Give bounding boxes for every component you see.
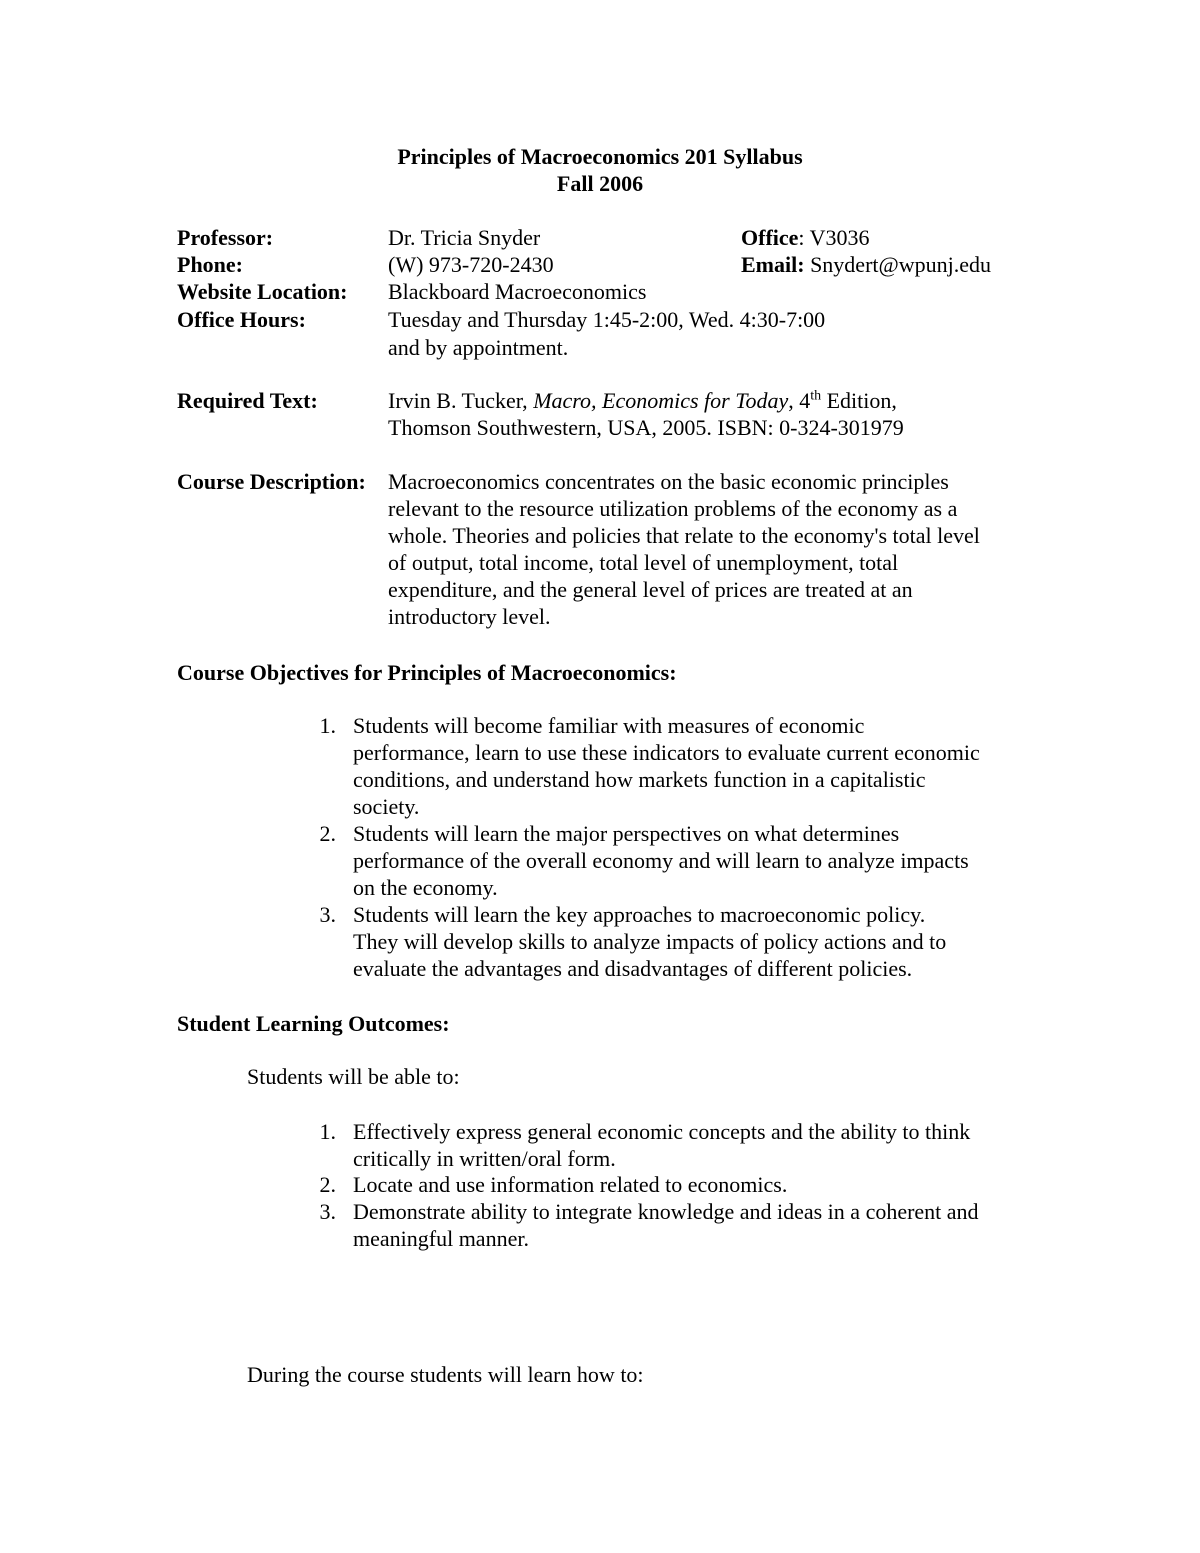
outcome-line: Demonstrate ability to integrate knowledge and ideas in a coherent and (353, 1199, 979, 1224)
document-title: Principles of Macroeconomics 201 Syllabus (397, 144, 803, 169)
objective-number: 2. (319, 821, 336, 846)
office-label: Office (741, 225, 799, 250)
text-author: Irvin B. Tucker, (388, 388, 534, 413)
office-hours-line1: Tuesday and Thursday 1:45-2:00, Wed. 4:30-7:00 (388, 307, 826, 332)
course-description-label: Course Description: (177, 469, 366, 494)
outcome-line: critically in written/oral form. (353, 1146, 616, 1171)
text-book-title: Macro, Economics for Today (533, 388, 789, 413)
outcome-line: Locate and use information related to economics. (353, 1172, 788, 1197)
outcomes-heading: Student Learning Outcomes: (177, 1011, 450, 1036)
professor-value: Dr. Tricia Snyder (388, 225, 541, 250)
email-field (741, 251, 991, 278)
website-label: Website Location: (177, 279, 348, 304)
text-edition-sup: th (810, 388, 822, 404)
course-description-line: whole. Theories and policies that relate to the economy's total level (388, 523, 980, 548)
course-description-line: Macroeconomics concentrates on the basic economic principles (388, 469, 949, 494)
objective-number: 3. (319, 902, 336, 927)
objective-line: performance of the overall economy and will learn to analyze impacts (353, 848, 969, 873)
document-term: Fall 2006 (556, 171, 644, 196)
objective-line: They will develop skills to analyze impacts of policy actions and to (353, 929, 947, 954)
objective-line: society. (353, 794, 420, 819)
objective-line: performance, learn to use these indicators to evaluate current economic (353, 740, 980, 765)
office-value: : V3036 (798, 225, 870, 250)
objective-line: Students will become familiar with measures of economic (353, 713, 865, 738)
course-description-line: relevant to the resource utilization problems of the economy as a (388, 496, 958, 521)
outcomes-intro: Students will be able to: (247, 1064, 460, 1089)
outcome-number: 3. (319, 1199, 336, 1224)
email-value[interactable]: Snydert@wpunj.edu (810, 252, 992, 277)
course-description-line: expenditure, and the general level of prices are treated at an (388, 577, 913, 602)
objective-line: Students will learn the major perspectives on what determines (353, 821, 900, 846)
objective-line: evaluate the advantages and disadvantages of different policies. (353, 956, 913, 981)
closing-line: During the course students will learn how to: (247, 1362, 644, 1387)
objectives-heading: Course Objectives for Principles of Macroeconomics: (177, 660, 677, 685)
office-hours-line2: and by appointment. (388, 335, 569, 360)
outcome-number: 1. (319, 1119, 336, 1144)
objective-line: Students will learn the key approaches to macroeconomic policy. (353, 902, 926, 927)
website-value: Blackboard Macroeconomics (388, 279, 647, 304)
required-text-line1 (388, 387, 897, 414)
objective-line: on the economy. (353, 875, 498, 900)
office-field (741, 224, 870, 251)
professor-label: Professor: (177, 225, 274, 250)
objective-line: conditions, and understand how markets function in a capitalistic (353, 767, 926, 792)
text-edition-rest: Edition, (821, 388, 897, 413)
phone-label: Phone: (177, 252, 243, 277)
outcome-line: meaningful manner. (353, 1226, 529, 1251)
required-text-line2: Thomson Southwestern, USA, 2005. ISBN: 0-324-301979 (388, 415, 904, 440)
outcome-number: 2. (319, 1172, 336, 1197)
phone-value: (W) 973-720-2430 (388, 252, 554, 277)
objective-number: 1. (319, 713, 336, 738)
course-description-line: introductory level. (388, 604, 551, 629)
text-comma: , 4 (788, 388, 811, 413)
outcome-line: Effectively express general economic concepts and the ability to think (353, 1119, 971, 1144)
email-label: Email: (741, 252, 805, 277)
required-text-label: Required Text: (177, 388, 318, 413)
office-hours-label: Office Hours: (177, 307, 306, 332)
course-description-line: of output, total income, total level of unemployment, total (388, 550, 899, 575)
